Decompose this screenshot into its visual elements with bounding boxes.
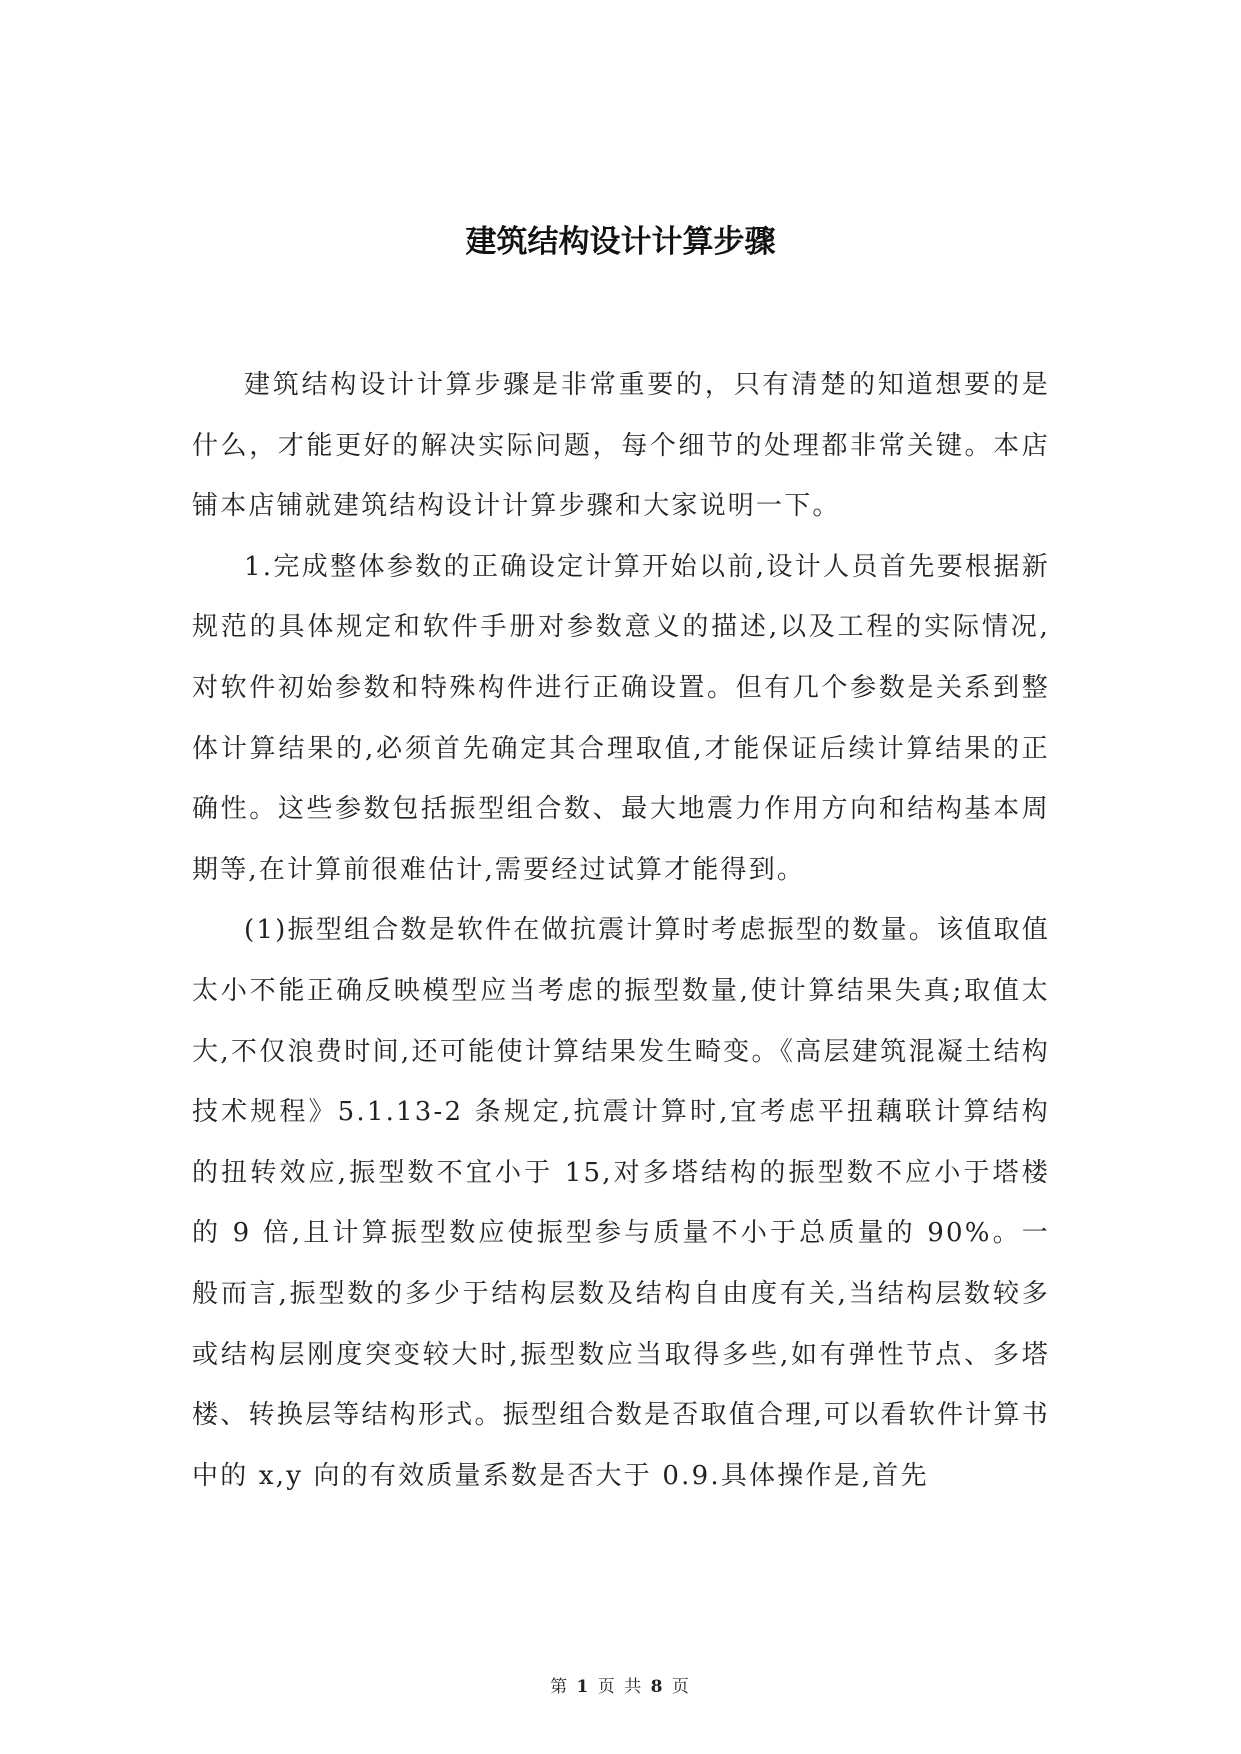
- footer-total-pages: 8: [650, 1677, 665, 1697]
- footer-middle: 页 共: [597, 1677, 644, 1697]
- paragraph-intro: 建筑结构设计计算步骤是非常重要的，只有清楚的知道想要的是什么，才能更好的解决实际问题，每个细节的处理都非常关键。本店铺本店铺就建筑结构设计计算步骤和大家说明一下。: [192, 370, 1050, 522]
- footer-prefix: 第: [550, 1677, 570, 1697]
- paragraph-step-1: 1.完成整体参数的正确设定计算开始以前,设计人员首先要根据新规范的具体规定和软件手册对参数意义的描述,以及工程的实际情况,对软件初始参数和特殊构件进行正确设置。但有几个参数是关系到整体计算结果的,必须首先确定其合理取值,才能保证后续计算结果的正确性。这些参数包括振型组合数、最大地震力作用方向和结构基本周期等,在计算前很难估计,需要经过试算才能得到。: [192, 551, 1050, 885]
- page-footer: [0, 1676, 1241, 1698]
- document-body: [192, 355, 1050, 1506]
- footer-suffix: 页: [671, 1677, 691, 1697]
- footer-page-number: 1: [576, 1677, 591, 1697]
- paragraph-mode-combination: (1)振型组合数是软件在做抗震计算时考虑振型的数量。该值取值太小不能正确反映模型应当考虑的振型数量,使计算结果失真;取值太大,不仅浪费时间,还可能使计算结果发生畸变。《高层建筑混凝土结构技术规程》5.1.13-2 条规定,抗震计算时,宜考虑平扭藕联计算结构的扭转效应,振型数不宜小于 15,对多塔结构的振型数不应小于塔楼的 9 倍,且计算振型数应使振型参与质量不小于总质量的 90%。一般而言,振型数的多少于结构层数及结构自由度有关,当结构层数较多或结构层刚度突变较大时,振型数应当取得多些,如有弹性节点、多塔楼、转换层等结构形式。振型组合数是否取值合理,可以看软件计算书中的 x,y 向的有效质量系数是否大于 0.9.具体操作是,首先: [192, 915, 1050, 1491]
- document-title: 建筑结构设计计算步骤: [465, 224, 776, 260]
